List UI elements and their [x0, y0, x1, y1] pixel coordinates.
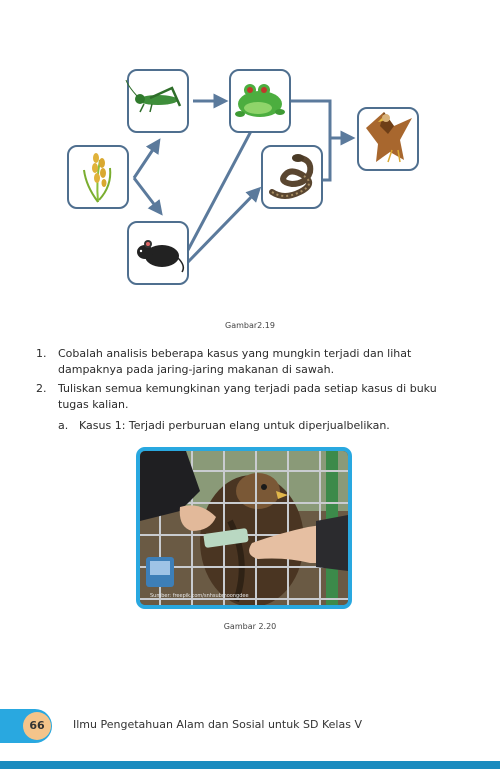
list-item: [36, 346, 466, 378]
food-web-diagram: [0, 0, 500, 300]
page-footer: [0, 709, 500, 743]
arrow-frog-to-eagle: [290, 101, 351, 138]
list-item: [36, 381, 466, 413]
list-text: Tuliskan semua kemungkinan yang terjadi pada setiap kasus di buku tugas kalian.: [58, 382, 437, 411]
arrow-rice-to-grasshopper: [134, 142, 158, 178]
page-number: 66: [23, 712, 51, 740]
photo-caption: Gambar 2.20: [223, 622, 277, 631]
book-title: Ilmu Pengetahuan Alam dan Sosial untuk SD Kelas V: [73, 718, 362, 731]
arrow-mouse-to-snake: [188, 190, 258, 262]
list-number: 2.: [36, 382, 47, 395]
list-number: 1.: [36, 347, 47, 360]
snake-box: [262, 146, 322, 208]
eagle-trade-photo: [136, 447, 352, 609]
sub-list-text: Kasus 1: Terjadi perburuan elang untuk diperjualbelikan.: [79, 419, 390, 432]
figure-caption: Gambar2.19: [225, 321, 275, 330]
bottom-bar: [0, 761, 500, 769]
sub-list-item: [36, 418, 466, 434]
list-text: Cobalah analisis beberapa kasus yang mungkin terjadi dan lihat dampaknya pada jaring-jaring makanan di sawah.: [58, 347, 412, 376]
arrow-snake-to-eagle: [322, 138, 330, 180]
photo-source: Sumber: freepik.com/snhsubmoongdee: [150, 593, 249, 599]
question-list: [36, 346, 466, 434]
arrow-mouse-to-frog: [188, 118, 258, 250]
arrow-rice-to-mouse: [134, 178, 160, 212]
sub-list-letter: a.: [58, 419, 69, 432]
